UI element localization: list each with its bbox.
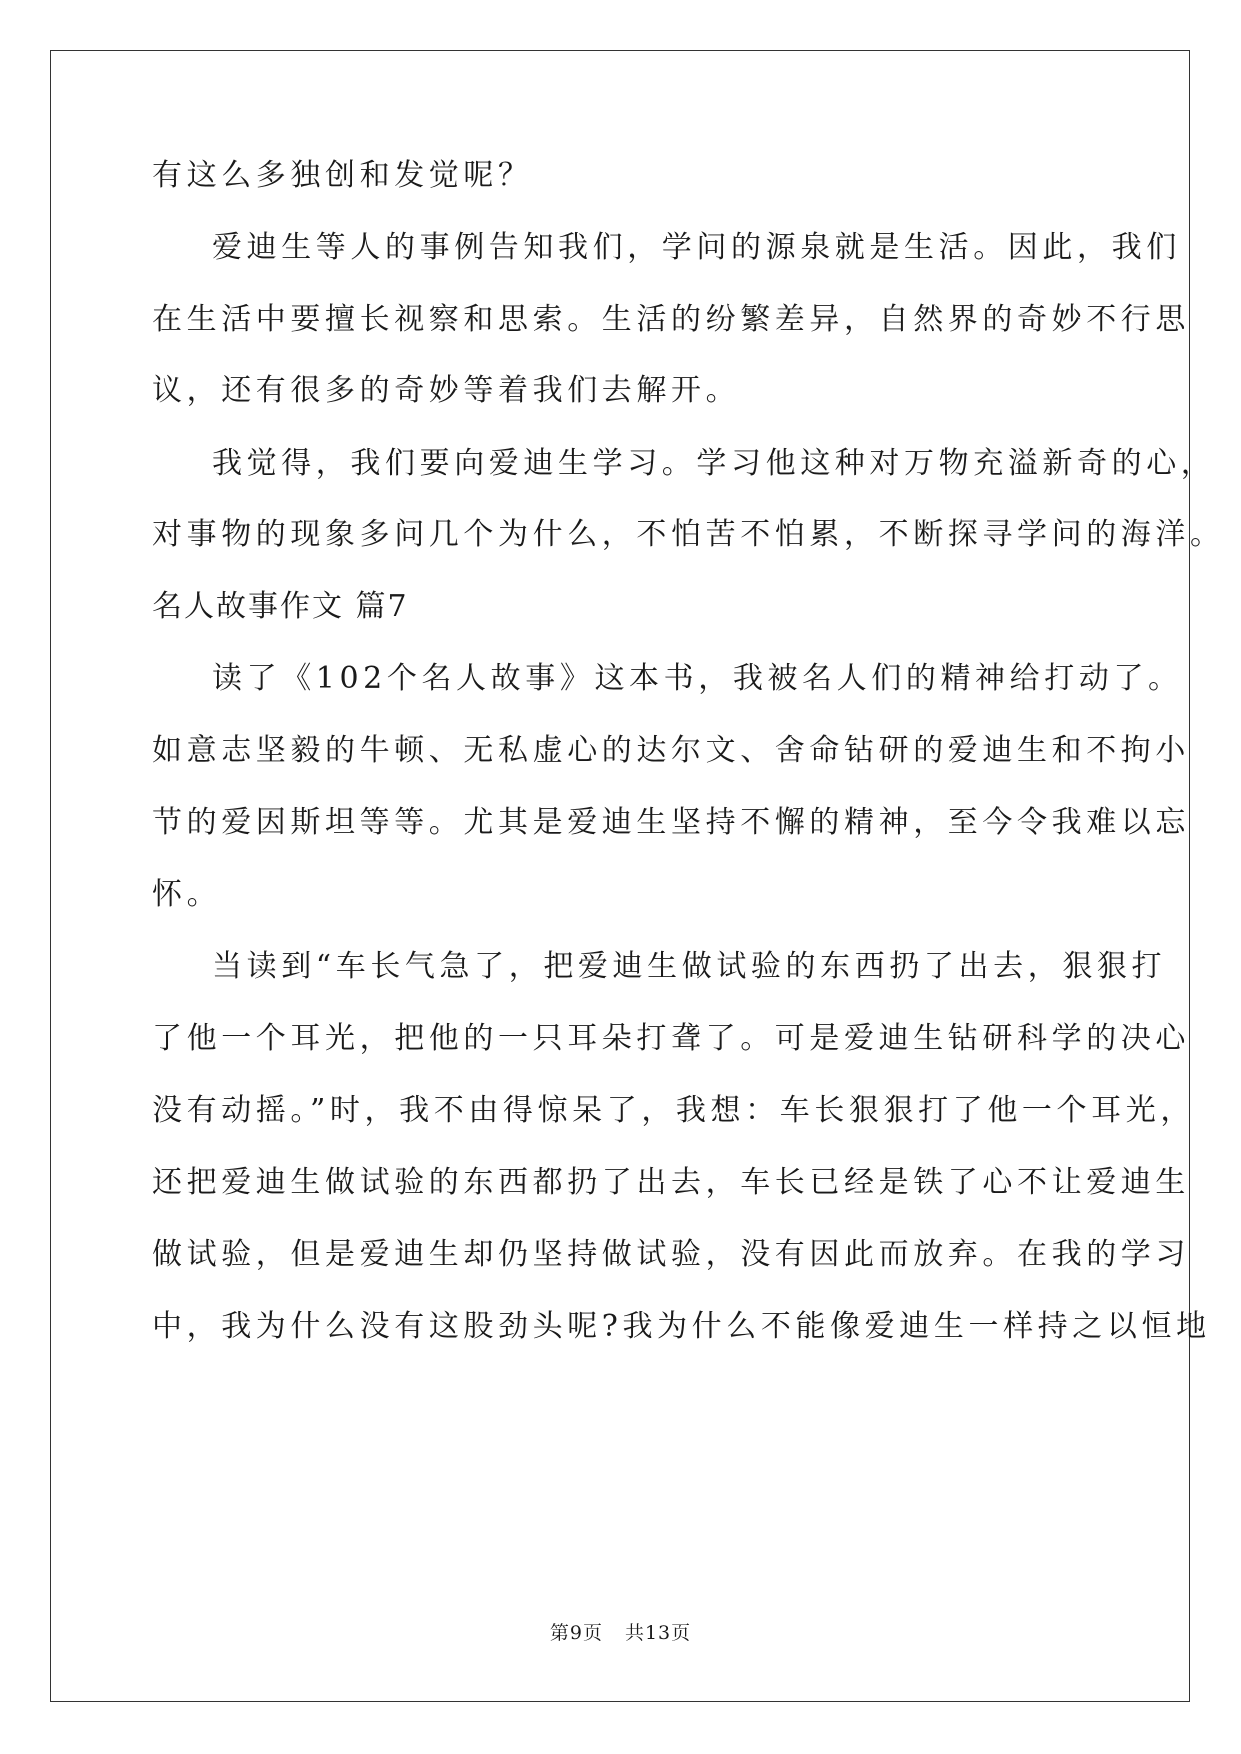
text-line: 做试验，但是爱迪生却仍坚持做试验，没有因此而放弃。在我的学习 <box>152 1237 1190 1272</box>
text-line: 还把爱迪生做试验的东西都扔了出去，车长已经是铁了心不让爱迪生 <box>152 1165 1190 1200</box>
text-line: 了他一个耳光，把他的一只耳朵打聋了。可是爱迪生钻研科学的决心 <box>152 1021 1190 1056</box>
text-line: 有这么多独创和发觉呢？ <box>152 158 533 193</box>
text-line: 节的爱因斯坦等等。尤其是爱迪生坚持不懈的精神，至今令我难以忘 <box>152 805 1190 840</box>
text-line: 怀。 <box>152 877 222 912</box>
paragraph-start-line: 爱迪生等人的事例告知我们，学问的源泉就是生活。因此，我们 <box>212 230 1181 265</box>
paragraph-start-line: 当读到“车长气急了，把爱迪生做试验的东西扔了出去，狠狠打 <box>212 949 1167 984</box>
text-line: 没有动摇。”时，我不由得惊呆了，我想：车长狠狠打了他一个耳光， <box>152 1093 1195 1128</box>
page-number: 第9页 <box>549 1622 603 1644</box>
page-footer <box>0 1621 1241 1645</box>
text-line: 在生活中要擅长视察和思索。生活的纷繁差异，自然界的奇妙不行思 <box>152 302 1190 337</box>
paragraph-start-line: 我觉得，我们要向爱迪生学习。学习他这种对万物充溢新奇的心， <box>212 446 1216 481</box>
text-line: 对事物的现象多问几个为什么，不怕苦不怕累，不断探寻学问的海洋。 <box>152 517 1225 552</box>
paragraph-start-line: 读了《102个名人故事》这本书，我被名人们的精神给打动了。 <box>212 661 1183 696</box>
section-heading: 名人故事作文 篇7 <box>152 589 409 624</box>
text-line: 中，我为什么没有这股劲头呢?我为什么不能像爱迪生一样持之以恒地 <box>152 1309 1211 1344</box>
text-line: 议，还有很多的奇妙等着我们去解开。 <box>152 373 741 408</box>
page-total: 共13页 <box>624 1622 692 1644</box>
text-line: 如意志坚毅的牛顿、无私虚心的达尔文、舍命钻研的爱迪生和不拘小 <box>152 733 1190 768</box>
